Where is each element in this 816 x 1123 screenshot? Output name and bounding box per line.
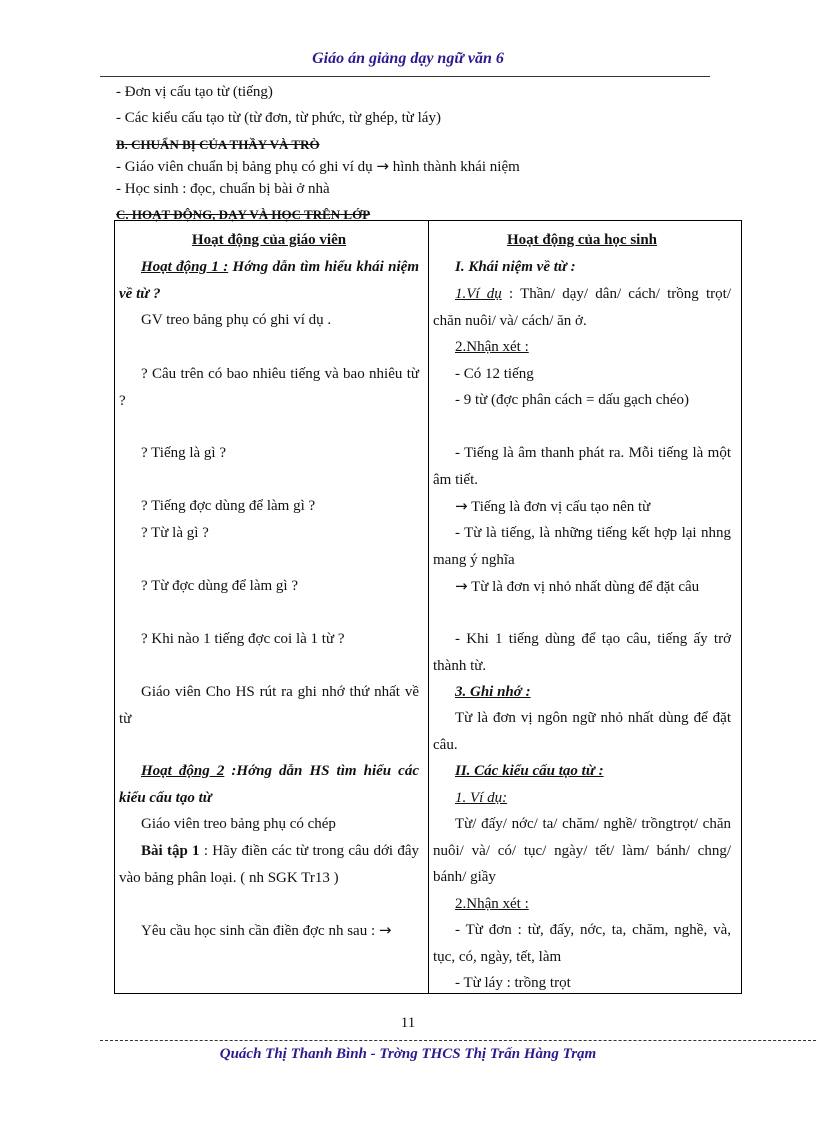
activity-1-heading <box>119 254 419 307</box>
example-2-label: 1. Ví dụ: <box>455 790 508 806</box>
right-arrow-icon: → <box>455 577 468 595</box>
example-2-text: Từ/ đấy/ nớc/ ta/ chăm/ nghề/ trồngtrọt/ chăn nuôi/ và/ có/ tục/ ngày/ tết/ làm/ bánh/ chng/ bánh/ giầy <box>433 816 731 885</box>
header-rule <box>100 76 710 77</box>
teacher-step-board: GV treo bảng phụ có ghi ví dụ . <box>141 312 332 328</box>
teacher-question-6: ? Khi nào 1 tiếng đợc coi là 1 từ ? <box>141 631 345 647</box>
intro-line-3 <box>116 157 520 176</box>
remark-d-text: Tiếng là đơn vị cấu tạo nên từ <box>471 499 651 515</box>
activity-1-text: Hớng dẫn tìm hiểu khái niệm về từ ? <box>119 259 419 302</box>
teacher-column-header: Hoạt động của giáo viên <box>191 232 347 248</box>
column-divider <box>428 221 429 993</box>
right-arrow-icon: → <box>378 921 392 939</box>
remark-1-title: 2.Nhận xét : <box>455 339 529 355</box>
memorize-text: Từ là đơn vị ngôn ngữ nhỏ nhất dùng để đặt câu. <box>433 710 731 753</box>
teacher-question-4: ? Từ là gì ? <box>141 525 209 541</box>
exercise-1-label: Bài tập 1 <box>141 843 200 859</box>
remark-b: - 9 từ (đợc phân cách = dấu gạch chéo) <box>455 392 690 408</box>
example-1 <box>433 281 731 334</box>
teacher-question-3: ? Tiếng đợc dùng để làm gì ? <box>141 498 316 514</box>
teacher-question-2: ? Tiếng là gì ? <box>141 445 226 461</box>
activity-2-title: Hoạt động 2 <box>141 763 225 779</box>
activity-2-heading <box>119 758 419 811</box>
page-number: 11 <box>400 1015 416 1031</box>
teacher-summary-step: Giáo viên Cho HS rút ra ghi nhớ thứ nhất về từ <box>119 684 419 727</box>
activity-1-title: Hoạt động 1 : <box>141 259 229 275</box>
section-1-title: I. Khái niệm về từ : <box>455 259 576 275</box>
example-1-label: 1.Ví dụ <box>455 286 502 302</box>
memorize-title: 3. Ghi nhớ : <box>455 684 531 700</box>
right-arrow-icon: → <box>455 497 468 515</box>
teacher-requirement-text: Yêu cầu học sinh cần điền đợc nh sau : <box>141 923 376 939</box>
exercise-1-text: : Hãy điền các từ trong câu dới đây vào bảng phân loại. ( nh SGK Tr13 ) <box>119 843 420 886</box>
document-footer: Quách Thị Thanh Bình - Trờng THCS Thị Trấn Hàng Trạm <box>219 1046 597 1062</box>
intro-line-3a: - Giáo viên chuẩn bị bảng phụ có ghi ví dụ <box>116 159 373 175</box>
teacher-question-5: ? Từ đợc dùng để làm gì ? <box>141 578 298 594</box>
intro-line-4: - Học sinh : đọc, chuẩn bị bài ở nhà <box>116 181 330 197</box>
intro-line-1: - Đơn vị cấu tạo từ (tiếng) <box>116 84 273 100</box>
section-2-title: II. Các kiểu cấu tạo từ : <box>455 763 604 779</box>
section-b-heading: B. CHUẨN BỊ CỦA THẦY VÀ TRÒ <box>116 137 320 152</box>
remark-a: - Có 12 tiếng <box>455 366 534 382</box>
footer-rule <box>100 1040 816 1041</box>
section-c-heading: C. HOẠT ĐỘNG, DẠY VÀ HỌC TRÊN LỚP <box>116 207 371 222</box>
single-words: - Từ đơn : từ, đấy, nớc, ta, chăm, nghề, và, tục, có, ngày, tết, làm <box>433 922 731 965</box>
teacher-requirement <box>119 917 419 945</box>
student-column-header: Hoạt động của học sinh <box>506 232 658 248</box>
example-1-text: : Thần/ dạy/ dân/ cách/ trồng trọt/ chăn nuôi/ và/ cách/ ăn ở. <box>433 286 731 329</box>
teacher-question-1: ? Câu trên có bao nhiêu tiếng và bao nhiêu từ ? <box>119 366 419 409</box>
activity-2-text: :Hớng dẫn HS tìm hiểu các kiểu cấu tạo từ <box>119 763 420 806</box>
intro-line-3b: hình thành khái niệm <box>392 159 520 175</box>
exercise-1 <box>119 838 419 891</box>
remark-d <box>433 493 731 521</box>
remark-g: - Khi 1 tiếng dùng để tạo câu, tiếng ấy trở thành từ. <box>433 631 731 674</box>
intro-line-2: - Các kiểu cấu tạo từ (từ đơn, từ phức, từ ghép, từ láy) <box>116 110 441 126</box>
document-header: Giáo án giảng dạy ngữ văn 6 <box>312 50 504 67</box>
right-arrow-icon: → <box>376 157 389 175</box>
reduplicative-words: - Từ láy : trồng trọt <box>455 975 571 991</box>
activity-table <box>114 220 742 994</box>
remark-2-title: 2.Nhận xét : <box>455 896 529 912</box>
remark-f <box>433 573 731 601</box>
remark-e: - Từ là tiếng, là những tiếng kết hợp lại nhng mang ý nghĩa <box>433 525 731 568</box>
remark-c: - Tiếng là âm thanh phát ra. Mỗi tiếng là một âm tiết. <box>433 445 731 488</box>
remark-f-text: Từ là đơn vị nhỏ nhất dùng để đặt câu <box>471 579 700 595</box>
teacher-board-step: Giáo viên treo bảng phụ có chép <box>141 816 336 832</box>
